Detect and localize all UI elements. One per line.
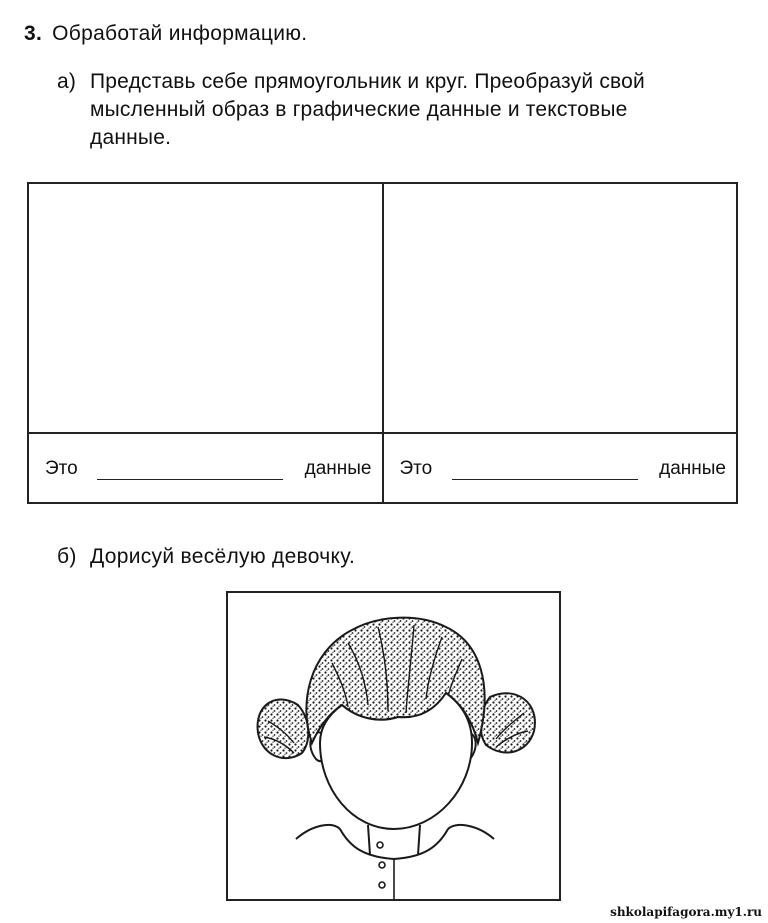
caption-right-word-before: Это: [399, 458, 433, 479]
button-3: [379, 882, 385, 888]
drawing-area-right[interactable]: [384, 184, 737, 434]
part-a-instructions: [57, 68, 747, 152]
watermark: shkolapifagora.my1.ru: [610, 905, 762, 919]
button-2: [379, 862, 385, 868]
caption-right-word-after: данные: [659, 458, 726, 479]
part-a-line-1: [57, 68, 747, 96]
left-pigtail: [258, 700, 309, 759]
part-a-letter: а): [57, 70, 77, 93]
part-a-line-3: данные.: [90, 126, 172, 149]
task-heading: [24, 22, 307, 46]
caption-left-word-before: Это: [45, 458, 78, 479]
caption-row-left: [29, 432, 382, 502]
task-title: Обработай информацию.: [52, 22, 308, 45]
collar: [340, 829, 448, 859]
caption-right-blank[interactable]: [452, 479, 638, 480]
part-a-text-1: Представь себе прямоугольник и круг. Преобразуй свой: [90, 70, 645, 93]
answer-cell-text: [382, 184, 737, 502]
answer-cell-graphic: [29, 184, 382, 502]
part-b-text: Дорисуй весёлую девочку.: [90, 545, 356, 568]
answer-table: [27, 182, 738, 504]
button-1: [377, 842, 383, 848]
right-pigtail: [480, 693, 535, 752]
caption-left-word-after: данные: [304, 458, 372, 479]
caption-row-right: [384, 432, 737, 502]
part-b-instructions: [57, 545, 355, 569]
part-b-letter: б): [57, 545, 77, 568]
part-a-line-2: мысленный образ в графические данные и текстовые: [90, 98, 628, 121]
girl-picture-frame[interactable]: [226, 591, 561, 901]
caption-left-blank[interactable]: [97, 479, 283, 480]
girl-illustration: [228, 593, 559, 899]
drawing-area-left[interactable]: [29, 184, 382, 434]
task-number: 3.: [24, 22, 43, 45]
